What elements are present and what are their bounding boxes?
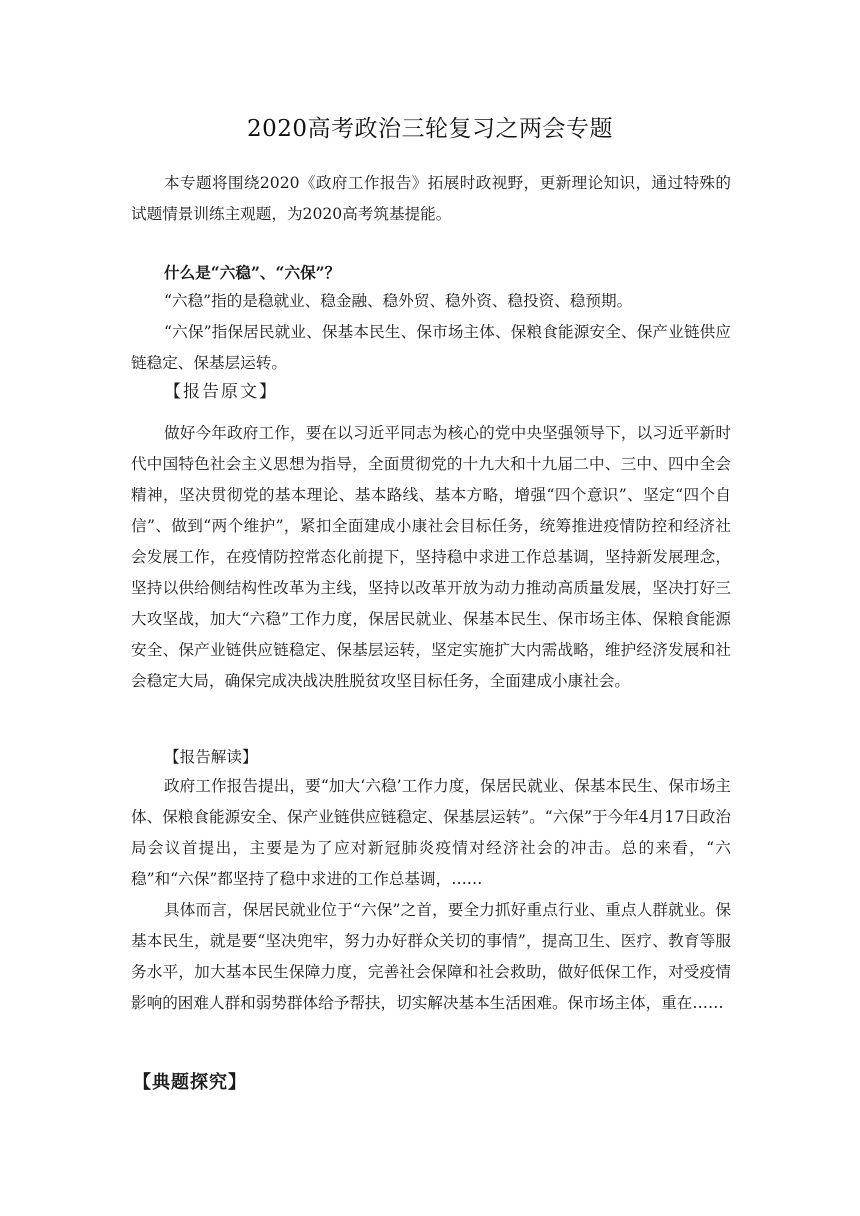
interpretation-heading-section — [131, 742, 731, 773]
interpretation-section — [131, 771, 731, 1019]
intro-paragraph: 本专题将围绕2020《政府工作报告》拓展时政视野，更新理论知识，通过特殊的试题情景训练主观题，为2020高考筑基提能。 — [131, 174, 731, 223]
report-heading: 【报告原文】 — [164, 382, 278, 402]
question-heading: 什么是“六稳”、“六保”？ — [164, 263, 341, 282]
definitions-section — [131, 286, 731, 379]
explore-heading: 【典题探究】 — [133, 1072, 247, 1093]
six-stabilities-paragraph: “六稳”指的是稳就业、稳金融、稳外贸、稳外资、稳投资、稳预期。 — [164, 292, 633, 310]
document-title: 2020高考政治三轮复习之两会专题 — [246, 116, 614, 142]
explore-heading-section — [131, 1067, 731, 1098]
report-heading-section — [131, 377, 731, 408]
interpretation-paragraph-1: 政府工作报告提出，要“加大‘六稳’工作力度，保居民就业、保基本民生、保市场主体、保粮食能源安全、保产业链供应链稳定、保基层运转”。“六保”于今年4月17日政治局会议首提出，主要是为了应对新冠肺炎疫情对经济社会的冲击。总的来看，“六稳”和“六保”都坚持了稳中求进的工作总基调，…… — [131, 777, 731, 888]
report-section — [131, 418, 731, 697]
interpretation-paragraph-2: 具体而言，保居民就业位于“六保”之首，要全力抓好重点行业、重点人群就业。保基本民生，就是要“坚决兜牢，努力办好群众关切的事情”，提高卫生、医疗、教育等服务水平，加大基本民生保障力度，完善社会保障和社会救助，做好低保工作，对受疫情影响的困难人群和弱势群体给予帮扶，切实解决基本生活困难。保市场主体，重在…… — [131, 901, 731, 1012]
six-guarantees-paragraph: “六保”指保居民就业、保基本民生、保市场主体、保粮食能源安全、保产业链供应链稳定、保基层运转。 — [131, 323, 731, 372]
interpretation-heading: 【报告解读】 — [164, 748, 258, 766]
question-section — [131, 257, 731, 288]
intro-section — [131, 168, 731, 230]
report-paragraph: 做好今年政府工作，要在以习近平同志为核心的党中央坚强领导下，以习近平新时代中国特色社会主义思想为指导，全面贯彻党的十九大和十九届二中、三中、四中全会精神，坚决贯彻党的基本理论、基本路线、基本方略，增强“四个意识”、坚定“四个自信”、做到“两个维护”，紧扣全面建成小康社会目标任务，统筹推进疫情防控和经济社会发展工作，在疫情防控常态化前提下，坚持稳中求进工作总基调，坚持新发展理念，坚持以供给侧结构性改革为主线，坚持以改革开放为动力推动高质量发展，坚决打好三大攻坚战，加大“六稳”工作力度，保居民就业、保基本民生、保市场主体、保粮食能源安全、保产业链供应链稳定、保基层运转，坚定实施扩大内需战略，维护经济发展和社会稳定大局，确保完成决战决胜脱贫攻坚目标任务，全面建成小康社会。 — [131, 424, 731, 690]
